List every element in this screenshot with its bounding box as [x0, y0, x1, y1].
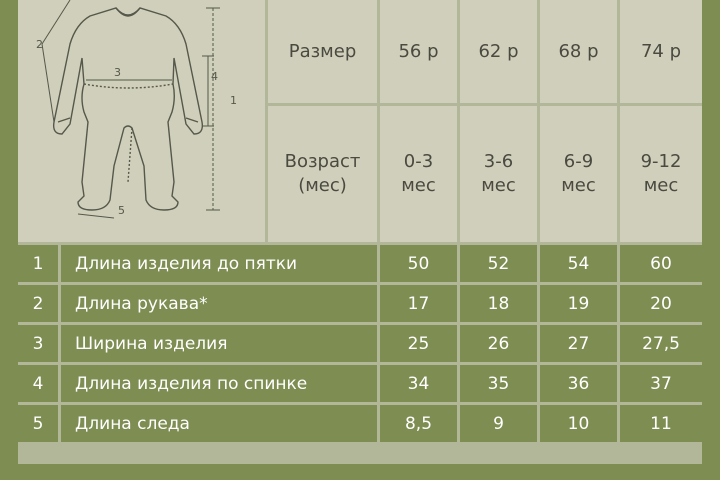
age-unit: мес: [481, 175, 516, 196]
row-1-number: 1: [18, 245, 58, 282]
row-5-label: Длина следа: [61, 405, 377, 442]
row-5-value: 8,5: [380, 405, 457, 442]
age-unit: мес: [643, 175, 679, 196]
size-header-label: Размер: [268, 0, 377, 103]
row-2-value: 17: [380, 285, 457, 322]
row-5-number: 5: [18, 405, 58, 442]
row-5-value: 9: [460, 405, 537, 442]
row-4-label: Длина изделия по спинке: [61, 365, 377, 402]
age-label-line1: Возраст: [284, 151, 361, 172]
size-62: 62 р: [460, 0, 537, 103]
marker-5: 5: [118, 204, 125, 217]
row-1-label: Длина изделия до пятки: [61, 245, 377, 282]
size-74: 74 р: [620, 0, 702, 103]
age-range: 0-3: [403, 151, 434, 172]
age-unit: мес: [561, 175, 596, 196]
age-range: 9-12: [640, 151, 682, 172]
age-6-9: [540, 106, 617, 242]
age-label-line2: (мес): [298, 175, 347, 196]
row-2-label: Длина рукава*: [61, 285, 377, 322]
row-3-value: 25: [380, 325, 457, 362]
age-3-6: [460, 106, 537, 242]
row-4-value: 36: [540, 365, 617, 402]
size-chart: [18, 0, 702, 464]
row-4-number: 4: [18, 365, 58, 402]
marker-4: 4: [211, 70, 218, 83]
row-4-value: 34: [380, 365, 457, 402]
size-68: 68 р: [540, 0, 617, 103]
row-5-value: 11: [620, 405, 702, 442]
age-header-label: [268, 106, 377, 242]
row-3-value: 27,5: [620, 325, 702, 362]
row-4-value: 37: [620, 365, 702, 402]
row-2-value: 19: [540, 285, 617, 322]
row-2-value: 18: [460, 285, 537, 322]
bodysuit-drawing: [18, 0, 265, 242]
row-5-value: 10: [540, 405, 617, 442]
age-9-12: [620, 106, 702, 242]
row-3-value: 26: [460, 325, 537, 362]
row-1-value: 50: [380, 245, 457, 282]
row-3-label: Ширина изделия: [61, 325, 377, 362]
row-1-value: 60: [620, 245, 702, 282]
marker-1: 1: [230, 94, 237, 107]
marker-3: 3: [114, 66, 121, 79]
age-range: 6-9: [563, 151, 594, 172]
size-56: 56 р: [380, 0, 457, 103]
row-2-value: 20: [620, 285, 702, 322]
row-3-value: 27: [540, 325, 617, 362]
row-1-value: 52: [460, 245, 537, 282]
age-range: 3-6: [483, 151, 514, 172]
row-1-value: 54: [540, 245, 617, 282]
bodysuit-diagram: [18, 0, 265, 242]
row-3-number: 3: [18, 325, 58, 362]
age-unit: мес: [401, 175, 436, 196]
row-2-number: 2: [18, 285, 58, 322]
marker-2: 2: [36, 38, 43, 51]
row-4-value: 35: [460, 365, 537, 402]
age-0-3: [380, 106, 457, 242]
